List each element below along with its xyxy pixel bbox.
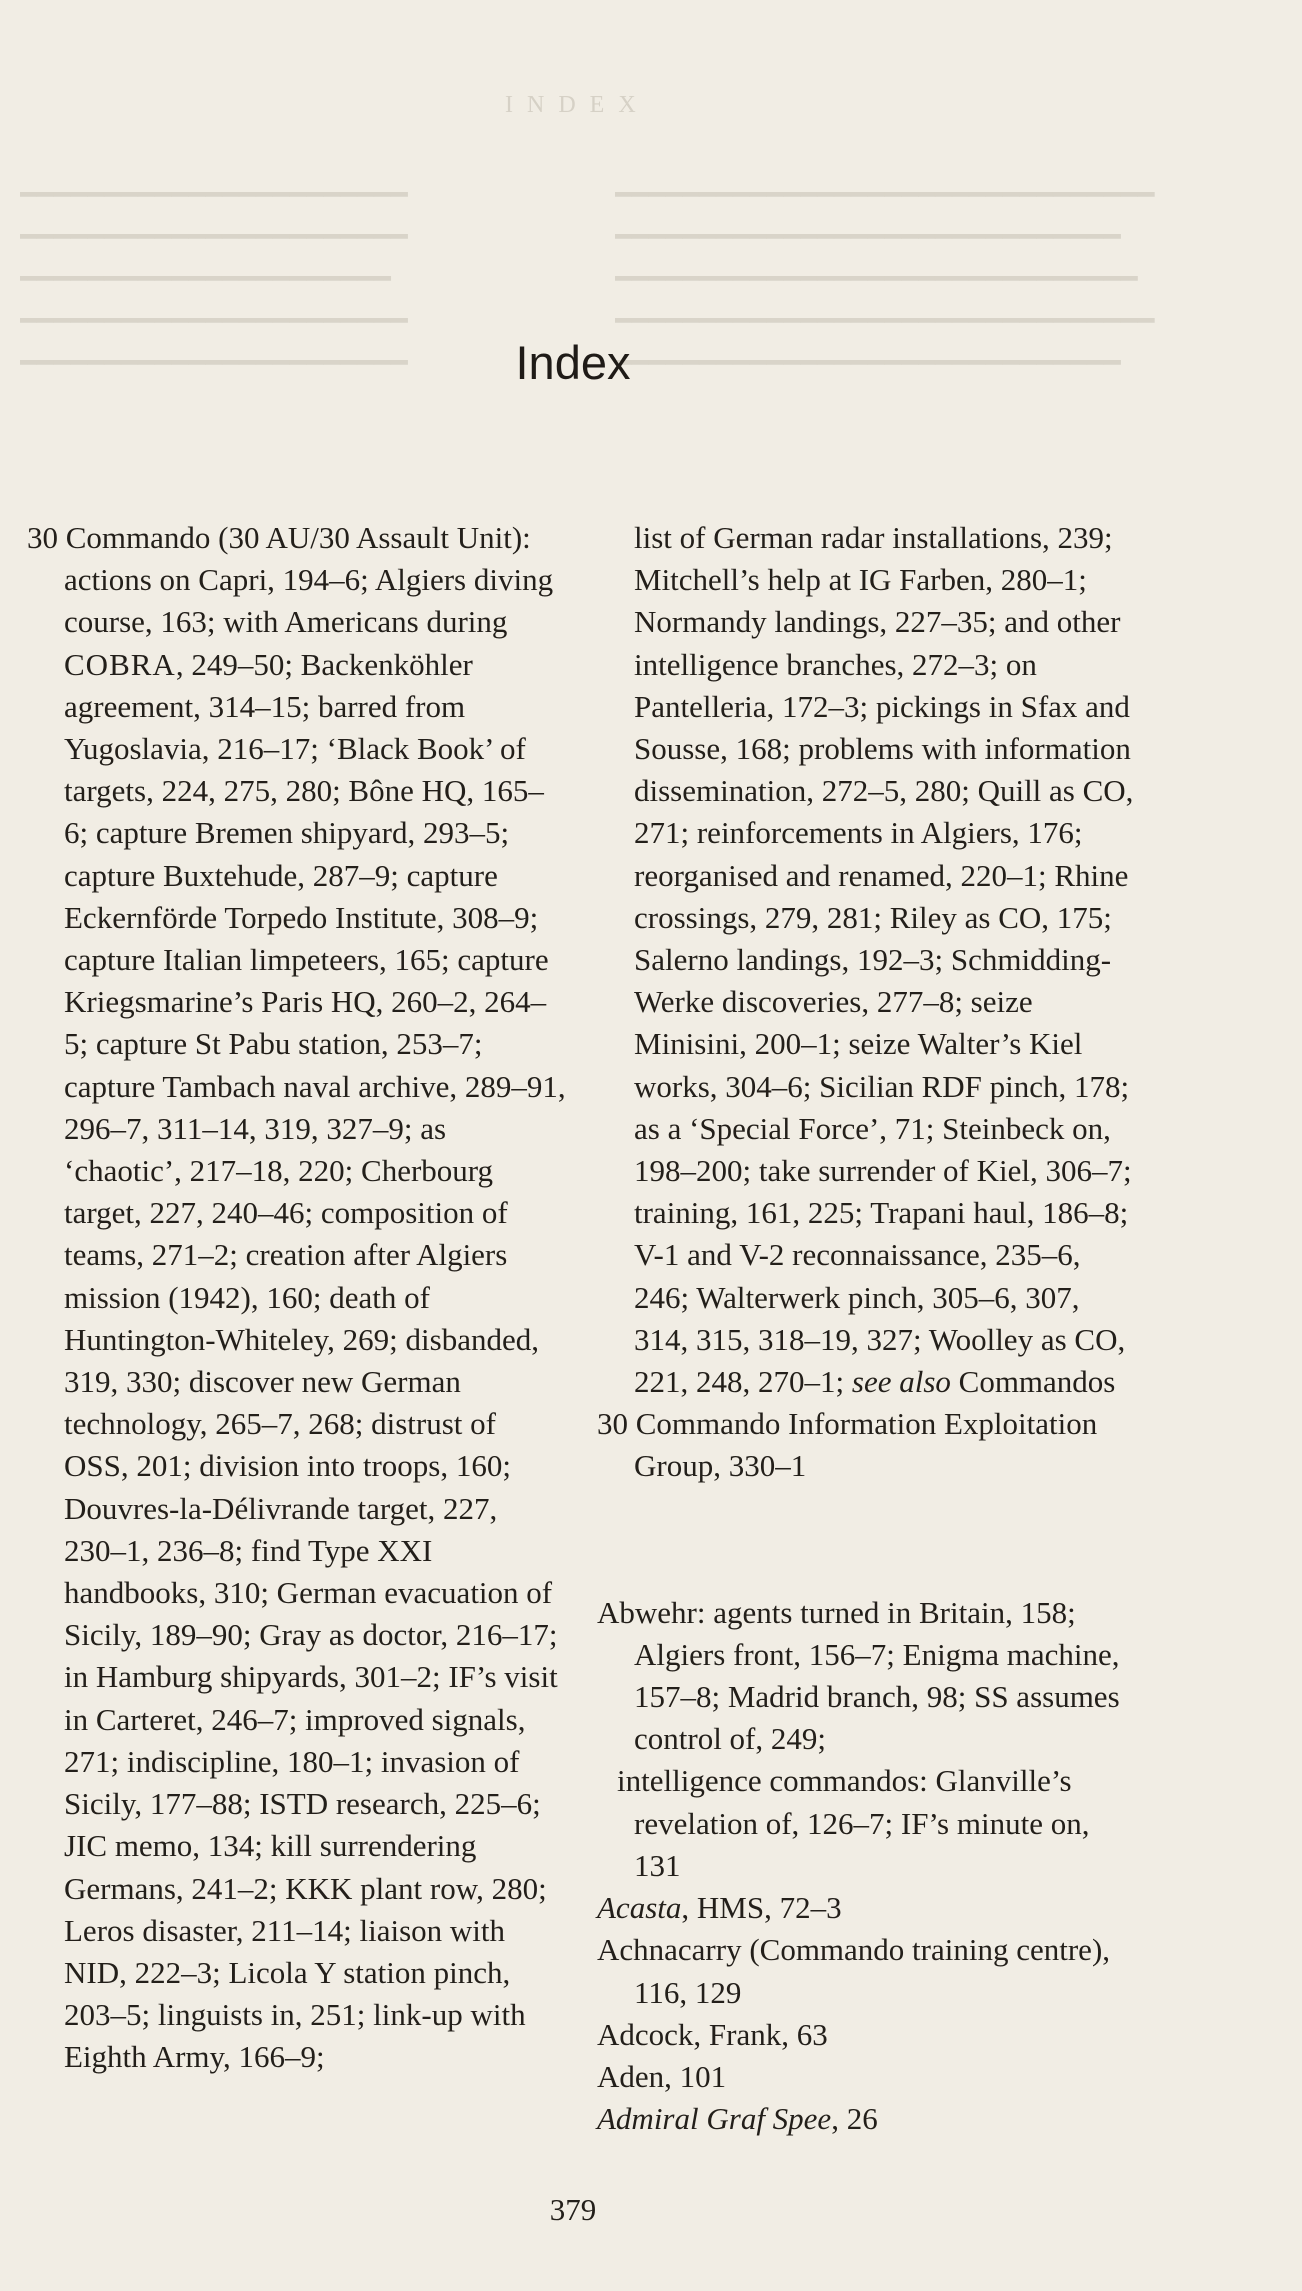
index-column-left <box>27 517 567 2079</box>
show-through-right: ━━━━━━━━━━━━━━━━━━━━━━━━━━━━━━━━ ━━━━━━━━━━━━━━━━━━━━━━━━━━━━━━ ━━━━━━━━━━━━━━━━━━━━━━━━━━━━━━━ ━━━━━━━━━━━━━━━━━━━━━━━━━━━━━━━━ ━━━━━━━━━━━━━━━━━━━━━━━━━━━━━━ <box>615 180 1155 379</box>
entry-text: Aden, 101 <box>597 2058 727 2094</box>
show-through-left: ━━━━━━━━━━━━━━━━━━━━━━━ ━━━━━━━━━━━━━━━━━━━━━━━ ━━━━━━━━━━━━━━━━━━━━━━ ━━━━━━━━━━━━━━━━━━━━━━━ ━━━━━━━━━━━━━━━━━━━━━━━ <box>20 180 408 379</box>
index-column-right <box>597 517 1137 2140</box>
entry-text: Abwehr: agents turned in Britain, 158; Algiers front, 156–7; Enigma machine, 157–8; Madrid branch, 98; SS assumes control of, 249; <box>597 1594 1120 1757</box>
small-caps-text: COBRA <box>64 646 176 682</box>
entry-text: Commandos <box>950 1364 1116 1400</box>
entry-text: 30 Commando (30 AU/30 Assault Unit): actions on Capri, 194–6; Algiers diving course, 163; with Americans during <box>27 520 554 640</box>
entry-text: , HMS, 72–3 <box>681 1890 842 1926</box>
index-entry <box>597 1887 1137 1929</box>
italic-text: see also <box>851 1364 951 1400</box>
index-entry <box>597 2014 1137 2056</box>
entry-text: Adcock, Frank, 63 <box>597 2016 828 2052</box>
entry-text: intelligence commandos: Glanville’s revelation of, 126–7; IF’s minute on, 131 <box>617 1763 1090 1883</box>
italic-text: Admiral Graf Spee <box>597 2101 832 2137</box>
italic-text: Acasta <box>597 1890 682 1926</box>
index-entry <box>597 2098 1137 2140</box>
index-entry <box>27 517 567 2079</box>
show-through-header: I N D E X <box>505 92 640 118</box>
entry-text: list of German radar installations, 239; Mitchell’s help at IG Farben, 280–1; Normandy landings, 227–35; and other intelligence branches, 272–3; on Pantelleria, 172–3; pickings in Sfax and Sousse, 168; problems with information dissemination, 272–5, 280; Quill as CO, 271; reinforcements in Algiers, 176; reorganised and renamed, 220–1; Rhine crossings, 279, 281; Riley as CO, 175; Salerno landings, 192–3; Schmidding-Werke discoveries, 277–8; seize Minisini, 200–1; seize Walter’s Kiel works, 304–6; Sicilian RDF pinch, 178; as a ‘Special Force’, 71; Steinbeck on, 198–200; take surrender of Kiel, 306–7; training, 161, 225; Trapani haul, 186–8; V-1 and V-2 reconnaissance, 235–6, 246; Walterwerk pinch, 305–6, 307, 314, 315, 318–19, 327; Woolley as CO, 221, 248, 270–1; <box>634 520 1134 1400</box>
index-entry <box>597 1403 1137 1487</box>
index-entry <box>597 1592 1137 1761</box>
entry-text: , 26 <box>831 2101 878 2137</box>
index-subentry <box>597 1760 1137 1887</box>
entry-text: , 249–50; Backenköhler agreement, 314–15; barred from Yugoslavia, 216–17; ‘Black Book’ of targets, 224, 275, 280; Bône HQ, 165–6; capture Bremen shipyard, 293–5; capture Buxtehude, 287–9; capture Eckernförde Torpedo Institute, 308–9; capture Italian limpeteers, 165; capture Kriegsmarine’s Paris HQ, 260–2, 264–5; capture St Pabu station, 253–7; capture Tambach naval archive, 289–91, 296–7, 311–14, 319, 327–9; as ‘chaotic’, 217–18, 220; Cherbourg target, 227, 240–46; composition of teams, 271–2; creation after Algiers mission (1942), 160; death of Huntington-Whiteley, 269; disbanded, 319, 330; discover new German technology, 265–7, 268; distrust of OSS, 201; division into troops, 160; Douvres-la-Délivrande target, 227, 230–1, 236–8; find Type XXI handbooks, 310; German evacuation of Sicily, 189–90; Gray as doctor, 216–17; in Hamburg shipyards, 301–2; IF’s visit in Carteret, 246–7; improved signals, 271; indiscipline, 180–1; invasion of Sicily, 177–88; ISTD research, 225–6; JIC memo, 134; kill surrendering Germans, 241–2; KKK plant row, 280; Leros disaster, 211–14; liaison with NID, 222–3; Licola Y station pinch, 203–5; linguists in, 251; link-up with Eighth Army, 166–9; <box>64 646 566 2075</box>
index-entry <box>597 2056 1137 2098</box>
index-entry <box>597 1929 1137 2013</box>
page-title: Index <box>515 336 631 389</box>
entry-text: Achnacarry (Commando training centre), 116, 129 <box>597 1932 1111 2010</box>
page-number: 379 <box>549 2192 597 2227</box>
entry-text: 30 Commando Information Exploitation Group, 330–1 <box>597 1406 1098 1484</box>
entry-gap <box>597 1519 1137 1561</box>
index-entry-continued <box>597 517 1137 1403</box>
